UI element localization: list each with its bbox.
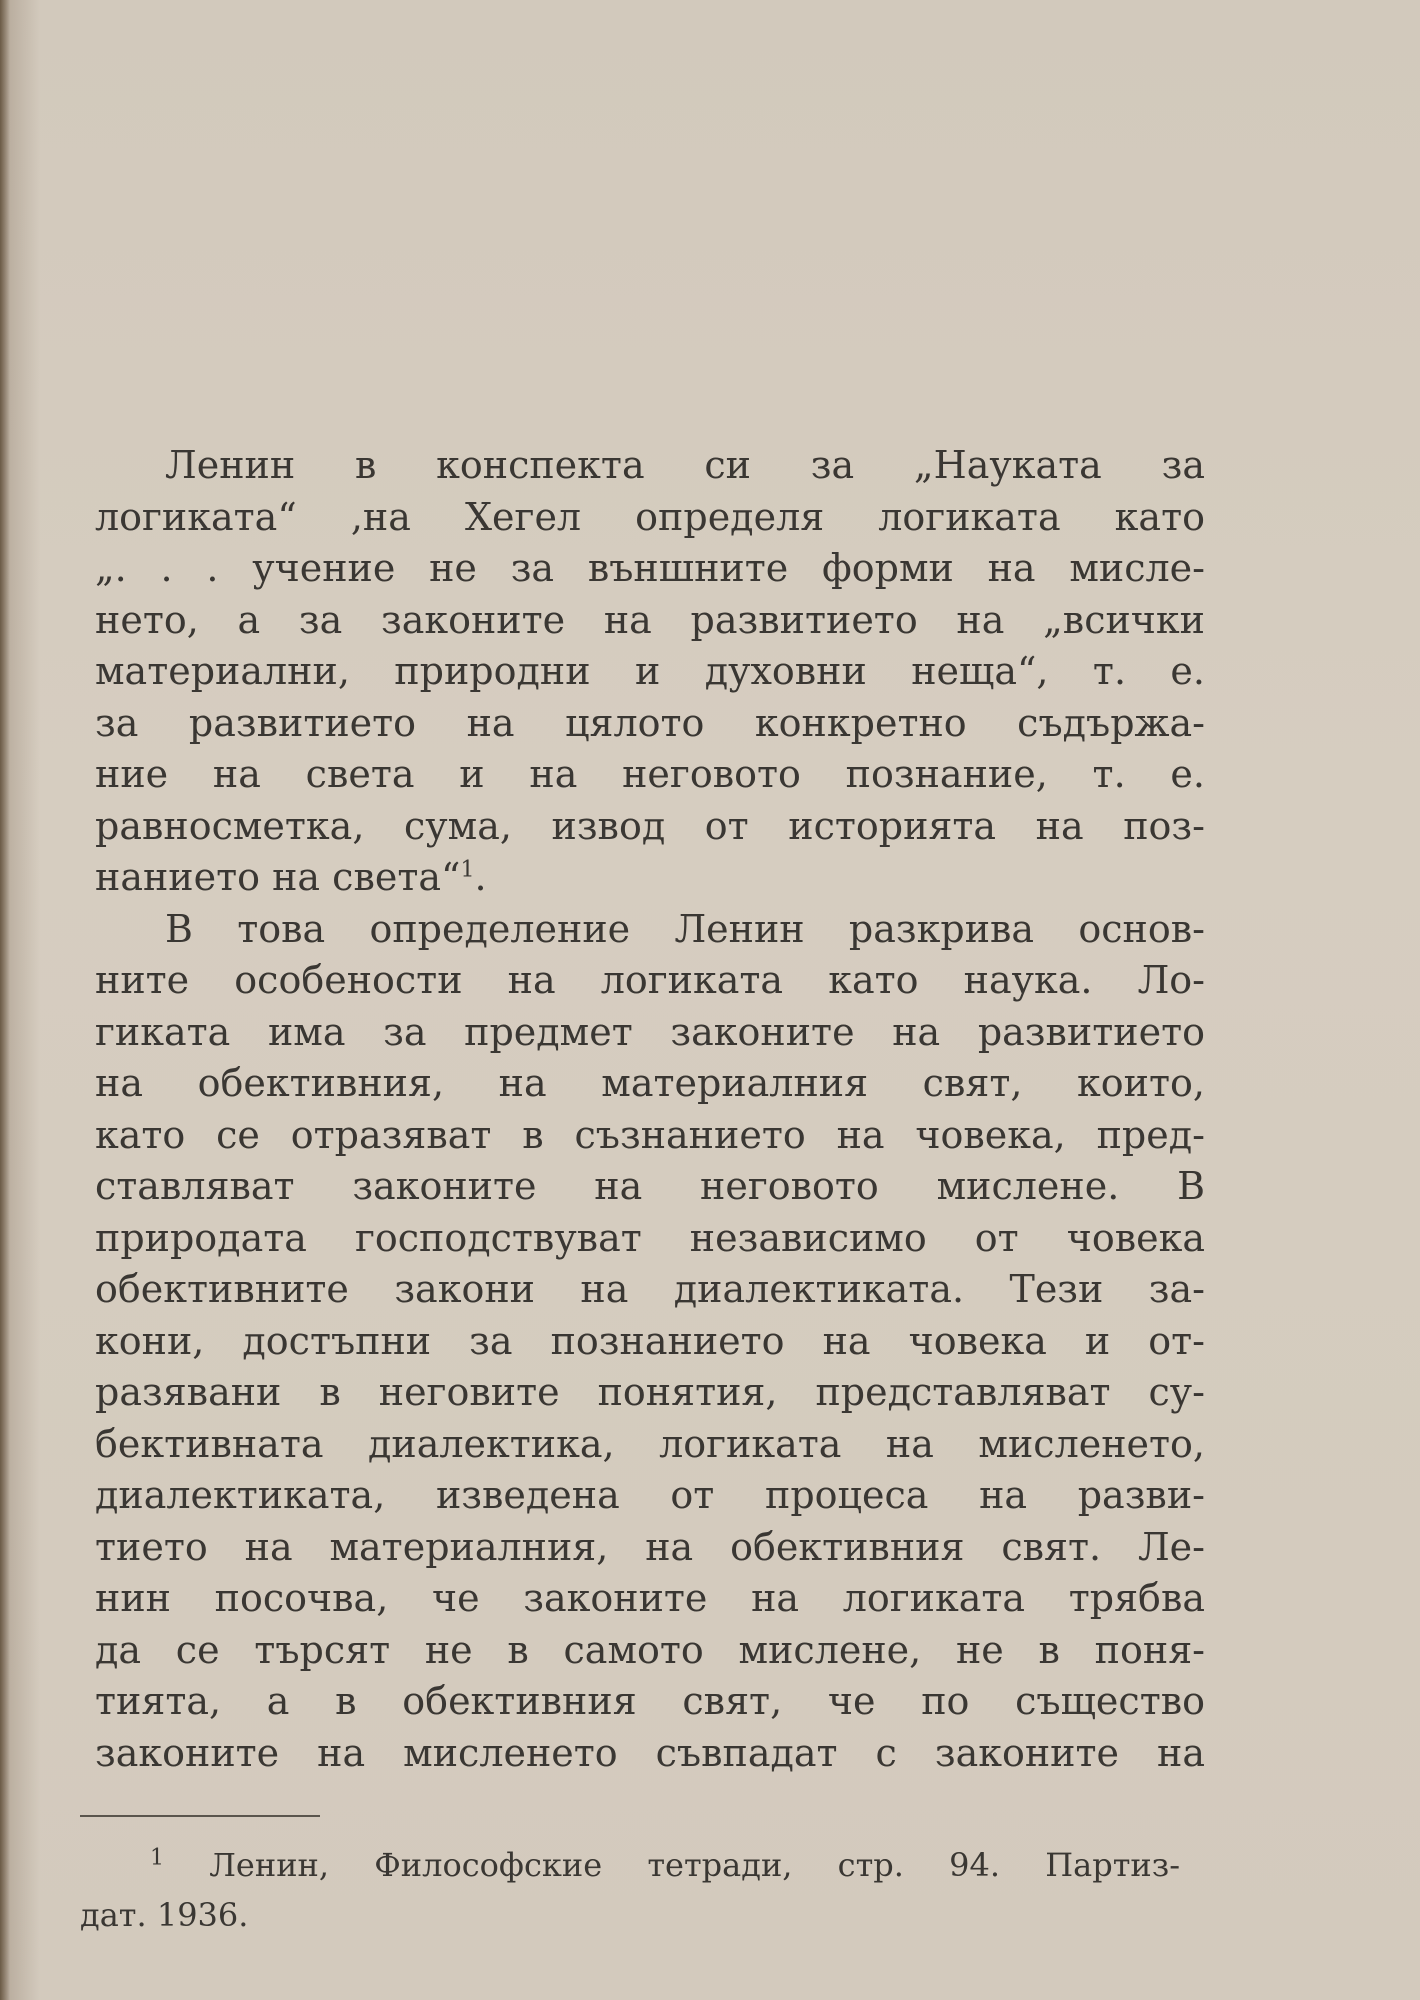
footnote-line: дат. 1936. (80, 1896, 249, 1934)
footnote-mark: 1 (460, 857, 475, 883)
text-line: равносметка, сума, извод от историята на поз- (95, 803, 1205, 848)
text-line: тието на материалния, на обективния свят. Ле- (95, 1524, 1205, 1569)
text-line: Ленин в конспекта си за „Науката за (165, 443, 1205, 487)
footnote-number: 1 (150, 1845, 164, 1871)
text-line: обективните закони на диалектиката. Тези за- (95, 1267, 1205, 1311)
text-line: ставляват законите на неговото мислене. В (95, 1164, 1205, 1208)
text-line: гиката има за предмет законите на развитието (95, 1009, 1205, 1054)
footnote-divider (80, 1815, 320, 1817)
text-line: да се търсят не в самото мислене, не в поня- (95, 1627, 1205, 1672)
text-line: логиката“ ,на Хегел определя логиката като (95, 494, 1205, 539)
page-binding-shadow (0, 0, 10, 2000)
paragraph-1 (95, 440, 1205, 904)
text-line: природата господствуват независимо от човека (95, 1215, 1205, 1260)
footnote-line (80, 1840, 1180, 1890)
text-line-last (95, 852, 1205, 904)
text-line: кони, достъпни за познанието на човека и от- (95, 1318, 1205, 1363)
text-line: „. . . учение не за външните форми на мисле- (95, 546, 1205, 590)
text-line-content: нанието на света“ (95, 855, 461, 899)
main-text (95, 440, 1205, 1779)
text-line: тията, а в обективния свят, че по същество (95, 1679, 1205, 1723)
text-line: В това определение Ленин разкрива основ- (165, 906, 1205, 951)
text-line: за развитието на цялото конкретно съдържа- (95, 700, 1205, 745)
paragraph-2 (95, 904, 1205, 1780)
footnote-text: Ленин, Философские тетради, стр. 94. Партиз- (209, 1846, 1181, 1884)
text-line: законите на мисленето съвпадат с законите на (95, 1730, 1205, 1775)
sentence-end: . (474, 855, 487, 899)
text-line: ните особености на логиката като наука. Ло- (95, 958, 1205, 1002)
text-line: диалектиката, изведена от процеса на разви- (95, 1473, 1205, 1517)
footnote (80, 1840, 1180, 1940)
text-line: на обективния, на материалния свят, които, (95, 1061, 1205, 1105)
text-line: като се отразяват в съзнанието на човека, пред- (95, 1112, 1205, 1157)
text-line: материални, природни и духовни неща“, т. е. (95, 649, 1205, 693)
text-line: бективната диалектика, логиката на мисленето, (95, 1421, 1205, 1466)
text-line: нин посочва, че законите на логиката трябва (95, 1576, 1205, 1620)
text-line: ние на света и на неговото познание, т. е. (95, 752, 1205, 796)
text-line: нето, а за законите на развитието на „всички (95, 597, 1205, 642)
text-line: разявани в неговите понятия, представляват су- (95, 1370, 1205, 1414)
